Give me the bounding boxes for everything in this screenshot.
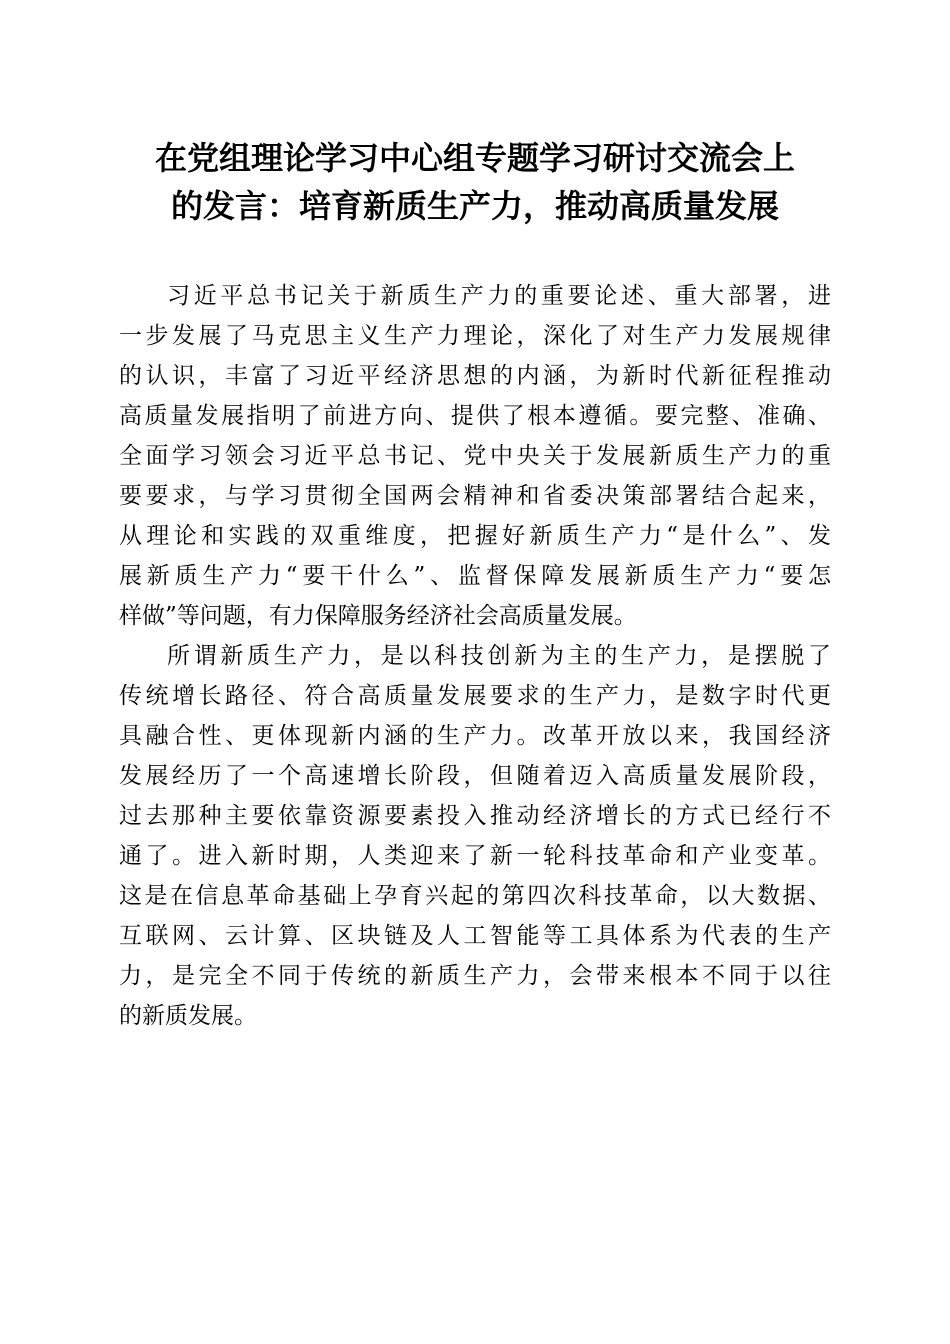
paragraph-1	[119, 276, 831, 636]
document-body	[119, 276, 831, 1036]
text-line: 所谓新质生产力，是以科技创新为主的生产力，是摆脱了	[167, 643, 831, 669]
text-line: 发展经历了一个高速增长阶段，但随着迈入高质量发展阶段，	[119, 763, 831, 789]
text-line: 要要求，与学习贯彻全国两会精神和省委决策部署结合起来，	[119, 483, 831, 509]
text-line: 样做”等问题，有力保障服务经济社会高质量发展。	[119, 603, 637, 629]
text-line: 互联网、云计算、区块链及人工智能等工具体系为代表的生产	[119, 923, 831, 949]
text-line: 全面学习领会习近平总书记、党中央关于发展新质生产力的重	[119, 443, 831, 469]
text-line: 这是在信息革命基础上孕育兴起的第四次科技革命，以大数据、	[119, 883, 831, 909]
title-line: 在党组理论学习中心组专题学习研讨交流会上	[154, 139, 795, 177]
text-line: 传统增长路径、符合高质量发展要求的生产力，是数字时代更	[119, 683, 831, 709]
text-line: 从理论和实践的双重维度，把握好新质生产力“是什么”、发	[119, 523, 831, 549]
text-line: 具融合性、更体现新内涵的生产力。改革开放以来，我国经济	[119, 723, 831, 749]
text-line: 力，是完全不同于传统的新质生产力，会带来根本不同于以往	[119, 963, 831, 989]
text-line: 的新质发展。	[119, 1003, 257, 1029]
title-line: 的发言：培育新质生产力，推动高质量发展	[170, 187, 779, 225]
document-title	[100, 134, 850, 230]
text-line: 的认识，丰富了习近平经济思想的内涵，为新时代新征程推动	[119, 363, 831, 389]
text-line: 习近平总书记关于新质生产力的重要论述、重大部署，进	[167, 283, 831, 309]
paragraph-2	[119, 636, 831, 1036]
text-line: 过去那种主要依靠资源要素投入推动经济增长的方式已经行不	[119, 803, 831, 829]
text-line: 一步发展了马克思主义生产力理论，深化了对生产力发展规律	[119, 323, 831, 349]
text-line: 高质量发展指明了前进方向、提供了根本遵循。要完整、准确、	[119, 403, 831, 429]
text-line: 展新质生产力“要干什么”、监督保障发展新质生产力“要怎	[119, 563, 831, 589]
text-line: 通了。进入新时期，人类迎来了新一轮科技革命和产业变革。	[119, 843, 831, 869]
